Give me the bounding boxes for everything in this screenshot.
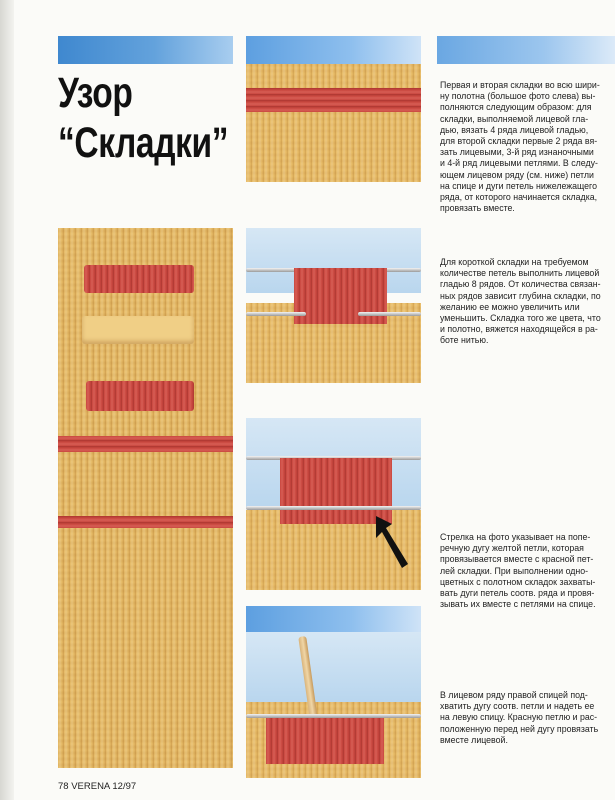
header-band-middle <box>246 36 421 64</box>
page-title-line1: Узор <box>58 69 133 117</box>
short-fold-yellow <box>82 316 194 344</box>
full-fold-red-1 <box>58 436 233 452</box>
instruction-paragraph-2: Для короткой складки на требуемом количестве петель выполнить лицевой гладью 8 рядов. От количества связан- ных рядов зависит глубина складки, по желанию ее можно увеличить или уменьшить. Складка того же цвета, что и полотно, вяжется находящейся в ра- боте нитью. <box>440 257 601 346</box>
page-footer: 78 VERENA 12/97 <box>58 781 137 792</box>
page-title-line2: “Складки” <box>58 119 229 167</box>
red-fold-block <box>266 718 384 764</box>
short-fold-red-1 <box>84 265 194 293</box>
instruction-paragraph-1: Первая и вторая складки во всю шири- ну полотна (большое фото слева) вы- полняются следующим образом: для складки, выполняемой лицевой гла- дью, вязать 4 ряда лицевой гладью, для второй складки первые 2 ряда вя- зать лицевыми, 3-й ряд изнаночными и 4-й ряд лицевыми петлями. В следу- ющем лицевом ряду (см. ниже) петли на спице и дуги петель нижележащего ряда, от которого начинается складка, провязать вместе. <box>440 80 600 214</box>
short-fold-red-2 <box>86 381 194 411</box>
header-band-left <box>58 36 233 64</box>
full-fold-red-2 <box>58 516 233 528</box>
header-band-right <box>437 36 615 64</box>
photo-background <box>246 632 421 702</box>
black-arrow-icon <box>374 514 414 570</box>
photo-header-band <box>246 606 421 632</box>
instruction-paragraph-4: В лицевом ряду правой спицей под- хватить дугу соотв. петли и надеть ее на левую спицу. Красную петлю и рас- положенную перед ней дугу провязать вместе лицевой. <box>440 690 599 745</box>
knitting-needle-bottom <box>246 506 421 510</box>
photo-short-fold-knitting <box>246 228 421 383</box>
photo-knitting-arc <box>246 606 421 778</box>
photo-fold-full-width <box>246 64 421 182</box>
knitting-needle-right <box>358 312 421 316</box>
knitting-needle-bottom <box>246 312 306 316</box>
photo-fold-arrow <box>246 418 421 590</box>
red-fold-band <box>246 88 421 112</box>
page-gutter <box>0 0 14 800</box>
instruction-paragraph-3: Стрелка на фото указывает на попе- речную дугу желтой петли, которая провязывается вместе с красной пет- лей складки. При выполнении одно- цветных с полотном складок захваты- вать дуги петель соотв. ряда и провя- зывать их вместе с петлями на спице. <box>440 532 596 610</box>
photo-folds-overview <box>58 228 233 768</box>
